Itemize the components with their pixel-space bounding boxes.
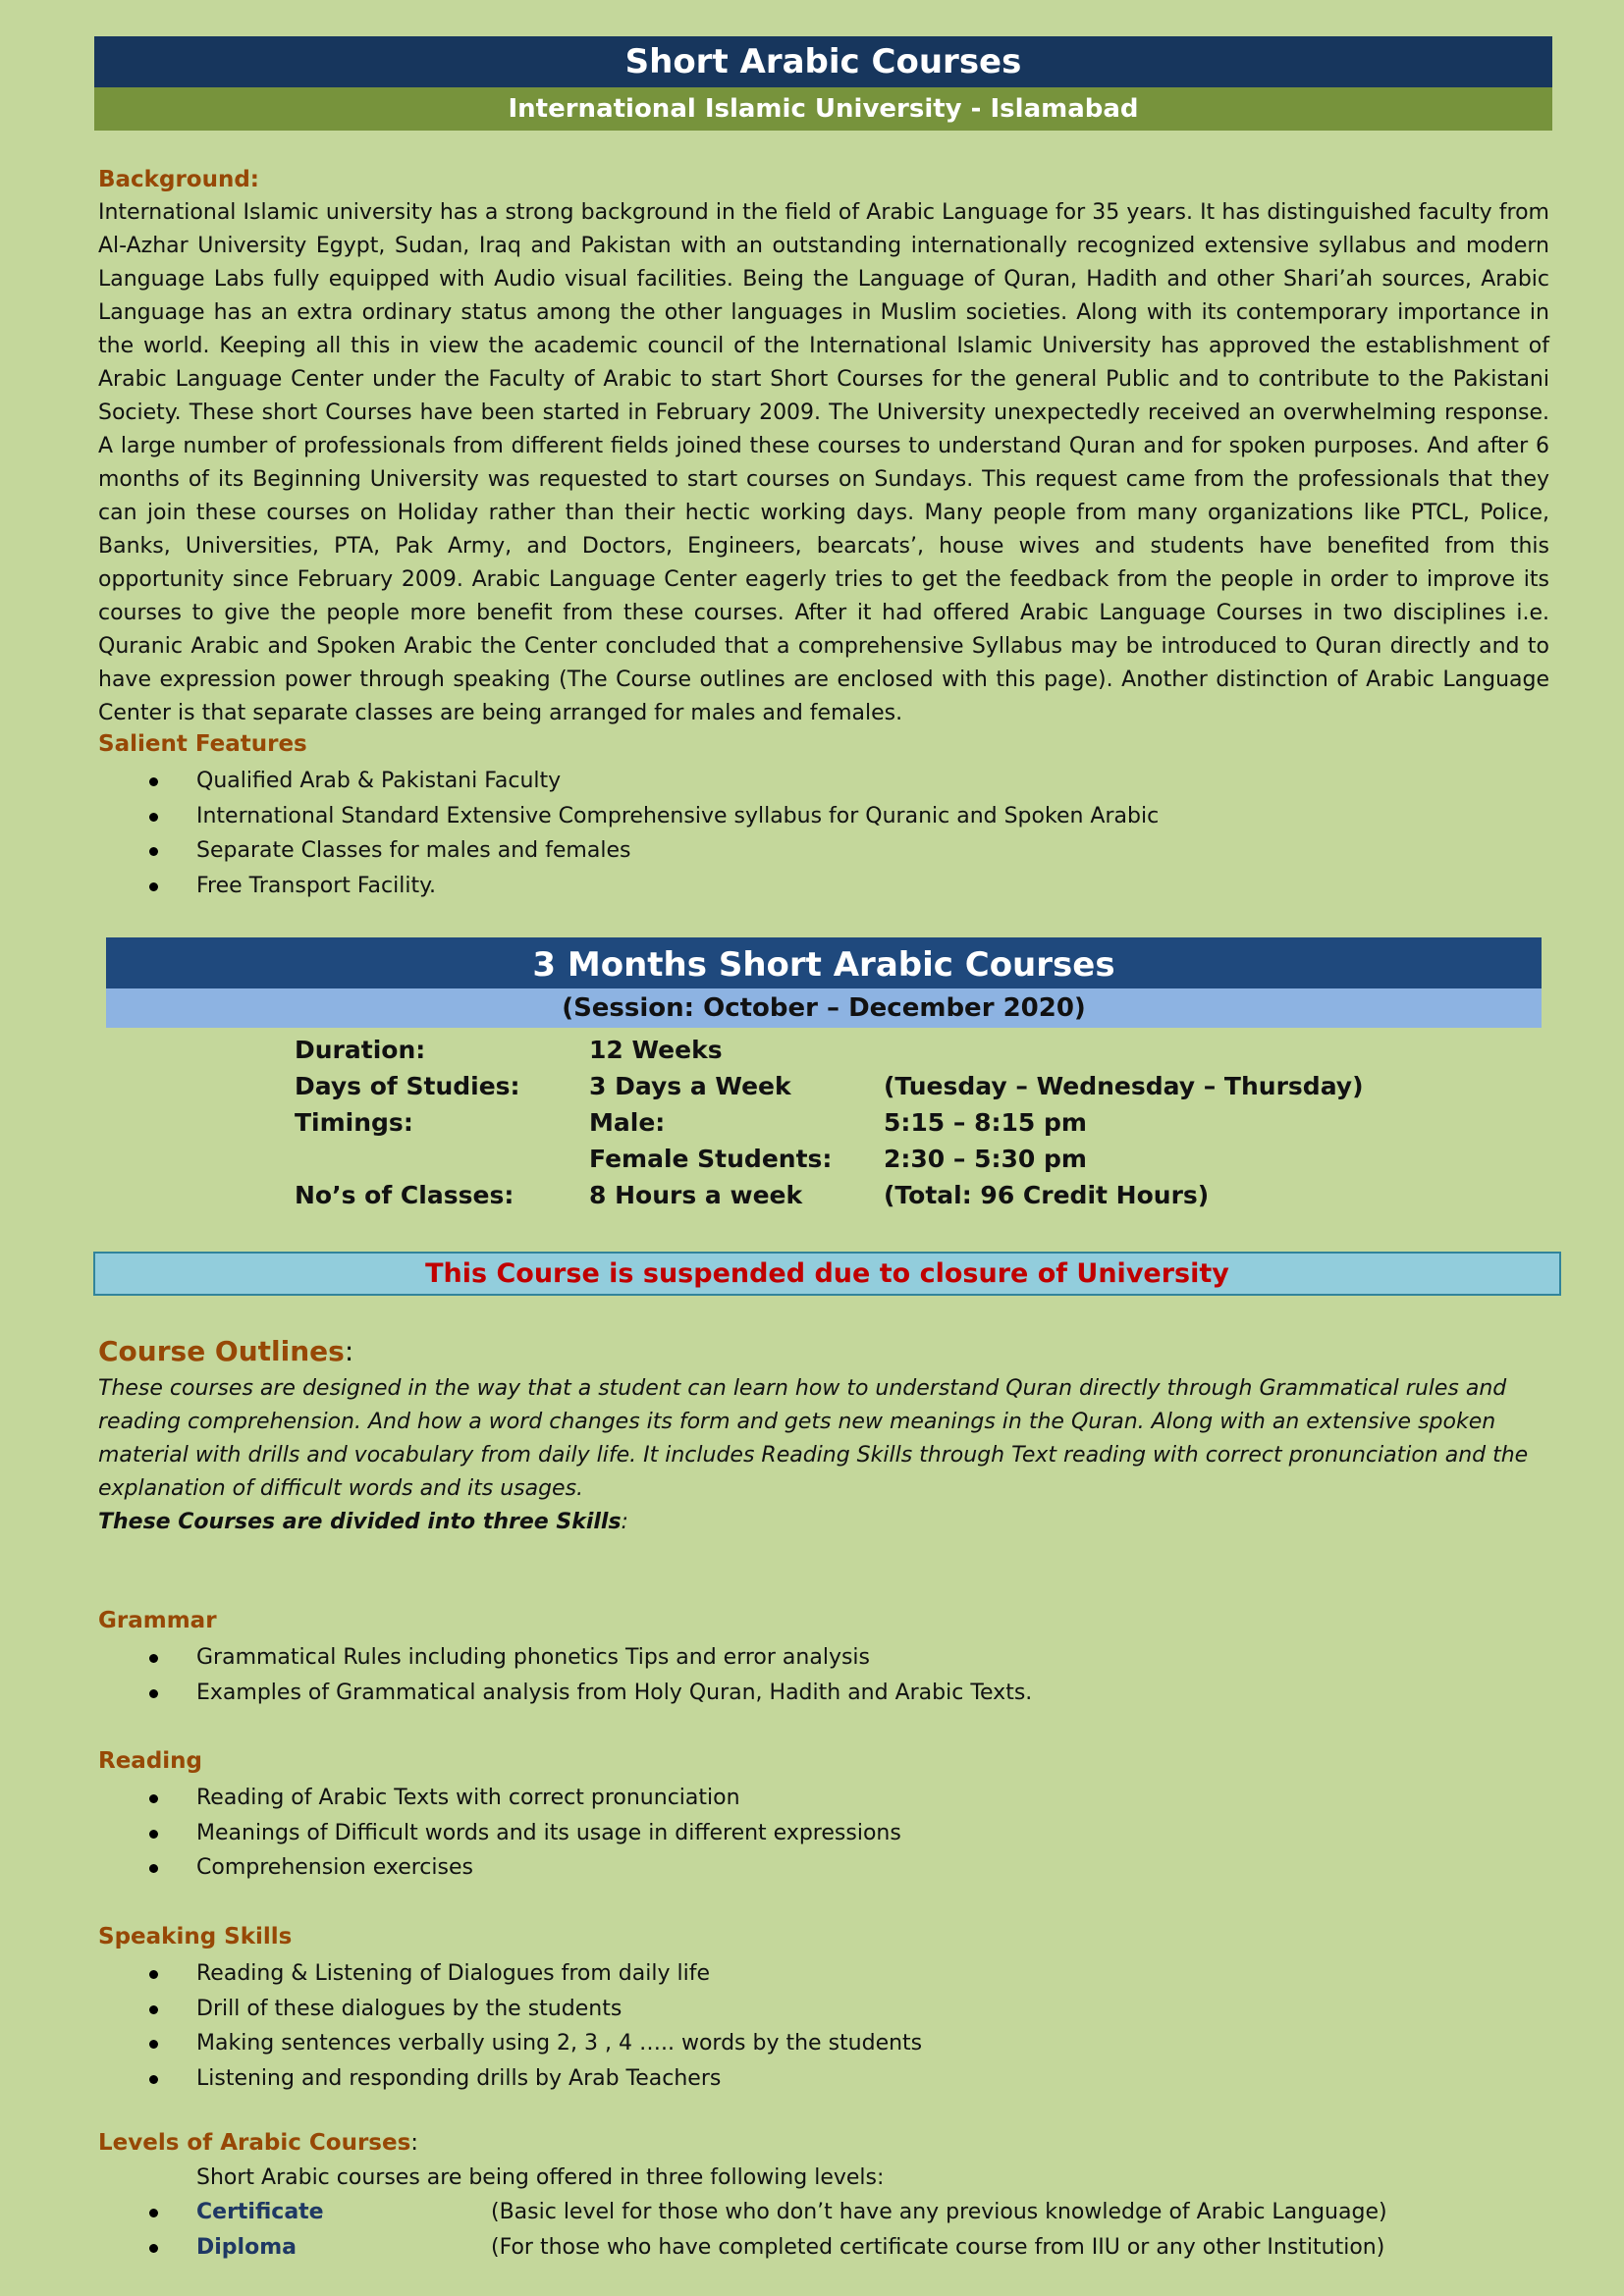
outlines-text: These courses are designed in the way that a student can learn how to understand Quran directly through Grammatical rules and reading comprehension. And how a word changes its form and gets new meanings in the Quran. Along with an extensive spoken material with drills and vocabulary from daily life. It includes Reading Skills through Text reading with correct pronunciation and the explanation of difficult words and its usages. [98, 1376, 1529, 1501]
list-item: Listening and responding drills by Arab Teachers [147, 2061, 922, 2097]
background-text: International Islamic university has a strong background in the field of Arabic Language for 35 years. It has distinguished faculty from Al-Azhar University Egypt, Sudan, Iraq and Pakistan with an outstanding internationally recognized extensive syllabus and modern Language Labs fully equipped with Audio visual facilities. Being the Language of Quran, Hadith and other Shari’ah sources, Arabic Language has an extra ordinary status among the other languages in Muslim societies. Along with its contemporary importance in the world. Keeping all this in view the academic council of the International Islamic University has approved the establishment of Arabic Language Center under the Faculty of Arabic to start Short Courses for the general Public and to contribute to the Pakistani Society. These short Courses have been started in February 2009. The University unexpectedly received an overwhelming response. A large number of professionals from different fields joined these courses to understand Quran and for spoken purposes. And after 6 months of its Beginning University was requested to start courses on Sundays. This request came from the professionals that they can join these courses on Holiday rather than their hectic working days. Many people from many organizations like PTCL, Police, Banks, Universities, PTA, Pak Army, and Doctors, Engineers, bearcats’, house wives and students have benefited from this opportunity since February 2009. Arabic Language Center eagerly tries to get the feedback from the people in order to improve its courses to give the people more benefit from these courses. After it had offered Arabic Language Courses in two disciplines i.e. Quranic Arabic and Spoken Arabic the Center concluded that a comprehensive Syllabus may be introduced to Quran directly and to have expression power through speaking (The Course outlines are enclosed with this page). Another distinction of Arabic Language Center is that separate classes are being arranged for males and females. [98, 200, 1549, 725]
list-item: Reading & Listening of Dialogues from daily life [147, 1956, 922, 1992]
list-item: Making sentences verbally using 2, 3 , 4 ….. words by the students [147, 2026, 922, 2061]
outlines-divided-colon: : [621, 1510, 628, 1534]
male-time: 5:15 – 8:15 pm [884, 1108, 1087, 1137]
duration-label: Duration: [295, 1036, 426, 1064]
speaking-heading: Speaking Skills [98, 1924, 293, 1949]
background-heading: Background: [98, 167, 259, 192]
male-label: Male: [589, 1108, 666, 1137]
classes-value: 8 Hours a week [589, 1181, 803, 1209]
list-item [147, 2230, 1387, 2266]
timings-label: Timings: [295, 1108, 413, 1137]
level-name: Diploma [196, 2234, 297, 2260]
grammar-list [147, 1640, 1032, 1710]
speaking-list [147, 1956, 922, 2096]
levels-heading-row [98, 2130, 418, 2156]
levels-list [147, 2195, 1387, 2265]
course-title: 3 Months Short Arabic Courses [106, 937, 1542, 988]
suspension-notice: This Course is suspended due to closure of University [93, 1252, 1561, 1296]
female-label: Female Students: [589, 1145, 833, 1173]
days-label: Days of Studies: [295, 1072, 520, 1100]
reading-heading: Reading [98, 1748, 203, 1774]
course-banner [106, 937, 1542, 1028]
classes-detail: (Total: 96 Credit Hours) [884, 1181, 1210, 1209]
levels-intro: Short Arabic courses are being offered in three following levels: [196, 2165, 885, 2190]
grammar-heading: Grammar [98, 1608, 217, 1633]
level-desc: (Basic level for those who don’t have any previous knowledge of Arabic Language) [491, 2200, 1387, 2224]
list-item: Free Transport Facility. [147, 869, 1159, 904]
course-session: (Session: October – December 2020) [106, 988, 1542, 1028]
page-subtitle: International Islamic University - Islamabad [94, 87, 1552, 131]
list-item: Drill of these dialogues by the students [147, 1992, 922, 2027]
list-item: International Standard Extensive Comprehensive syllabus for Quranic and Spoken Arabic [147, 799, 1159, 834]
list-item: Qualified Arab & Pakistani Faculty [147, 764, 1159, 799]
list-item: Comprehension exercises [147, 1850, 901, 1886]
outlines-colon: : [344, 1335, 354, 1367]
levels-heading: Levels of Arabic Courses [98, 2130, 411, 2156]
levels-colon: : [410, 2130, 419, 2156]
outlines-divided: These Courses are divided into three Skills [98, 1510, 622, 1534]
list-item: Reading of Arabic Texts with correct pronunciation [147, 1781, 901, 1816]
days-detail: (Tuesday – Wednesday – Thursday) [884, 1072, 1364, 1100]
days-value: 3 Days a Week [589, 1072, 791, 1100]
outlines-heading: Course Outlines [98, 1335, 345, 1367]
list-item: Separate Classes for males and females [147, 833, 1159, 869]
female-time: 2:30 – 5:30 pm [884, 1145, 1087, 1173]
list-item [147, 2195, 1387, 2230]
level-desc: (For those who have completed certificate course from IIU or any other Institution) [491, 2234, 1385, 2260]
salient-features-heading: Salient Features [98, 731, 307, 757]
header-banner [94, 36, 1552, 131]
salient-features-list [147, 764, 1159, 903]
list-item: Grammatical Rules including phonetics Tips and error analysis [147, 1640, 1032, 1676]
level-name: Certificate [196, 2200, 324, 2224]
duration-value: 12 Weeks [589, 1036, 723, 1064]
list-item: Meanings of Difficult words and its usage in different expressions [147, 1816, 901, 1851]
reading-list [147, 1781, 901, 1886]
outlines-heading-row [98, 1335, 353, 1367]
classes-label: No’s of Classes: [295, 1181, 514, 1209]
outlines-divided-row [98, 1506, 1549, 1539]
list-item: Examples of Grammatical analysis from Holy Quran, Hadith and Arabic Texts. [147, 1676, 1032, 1711]
page-title: Short Arabic Courses [94, 36, 1552, 87]
